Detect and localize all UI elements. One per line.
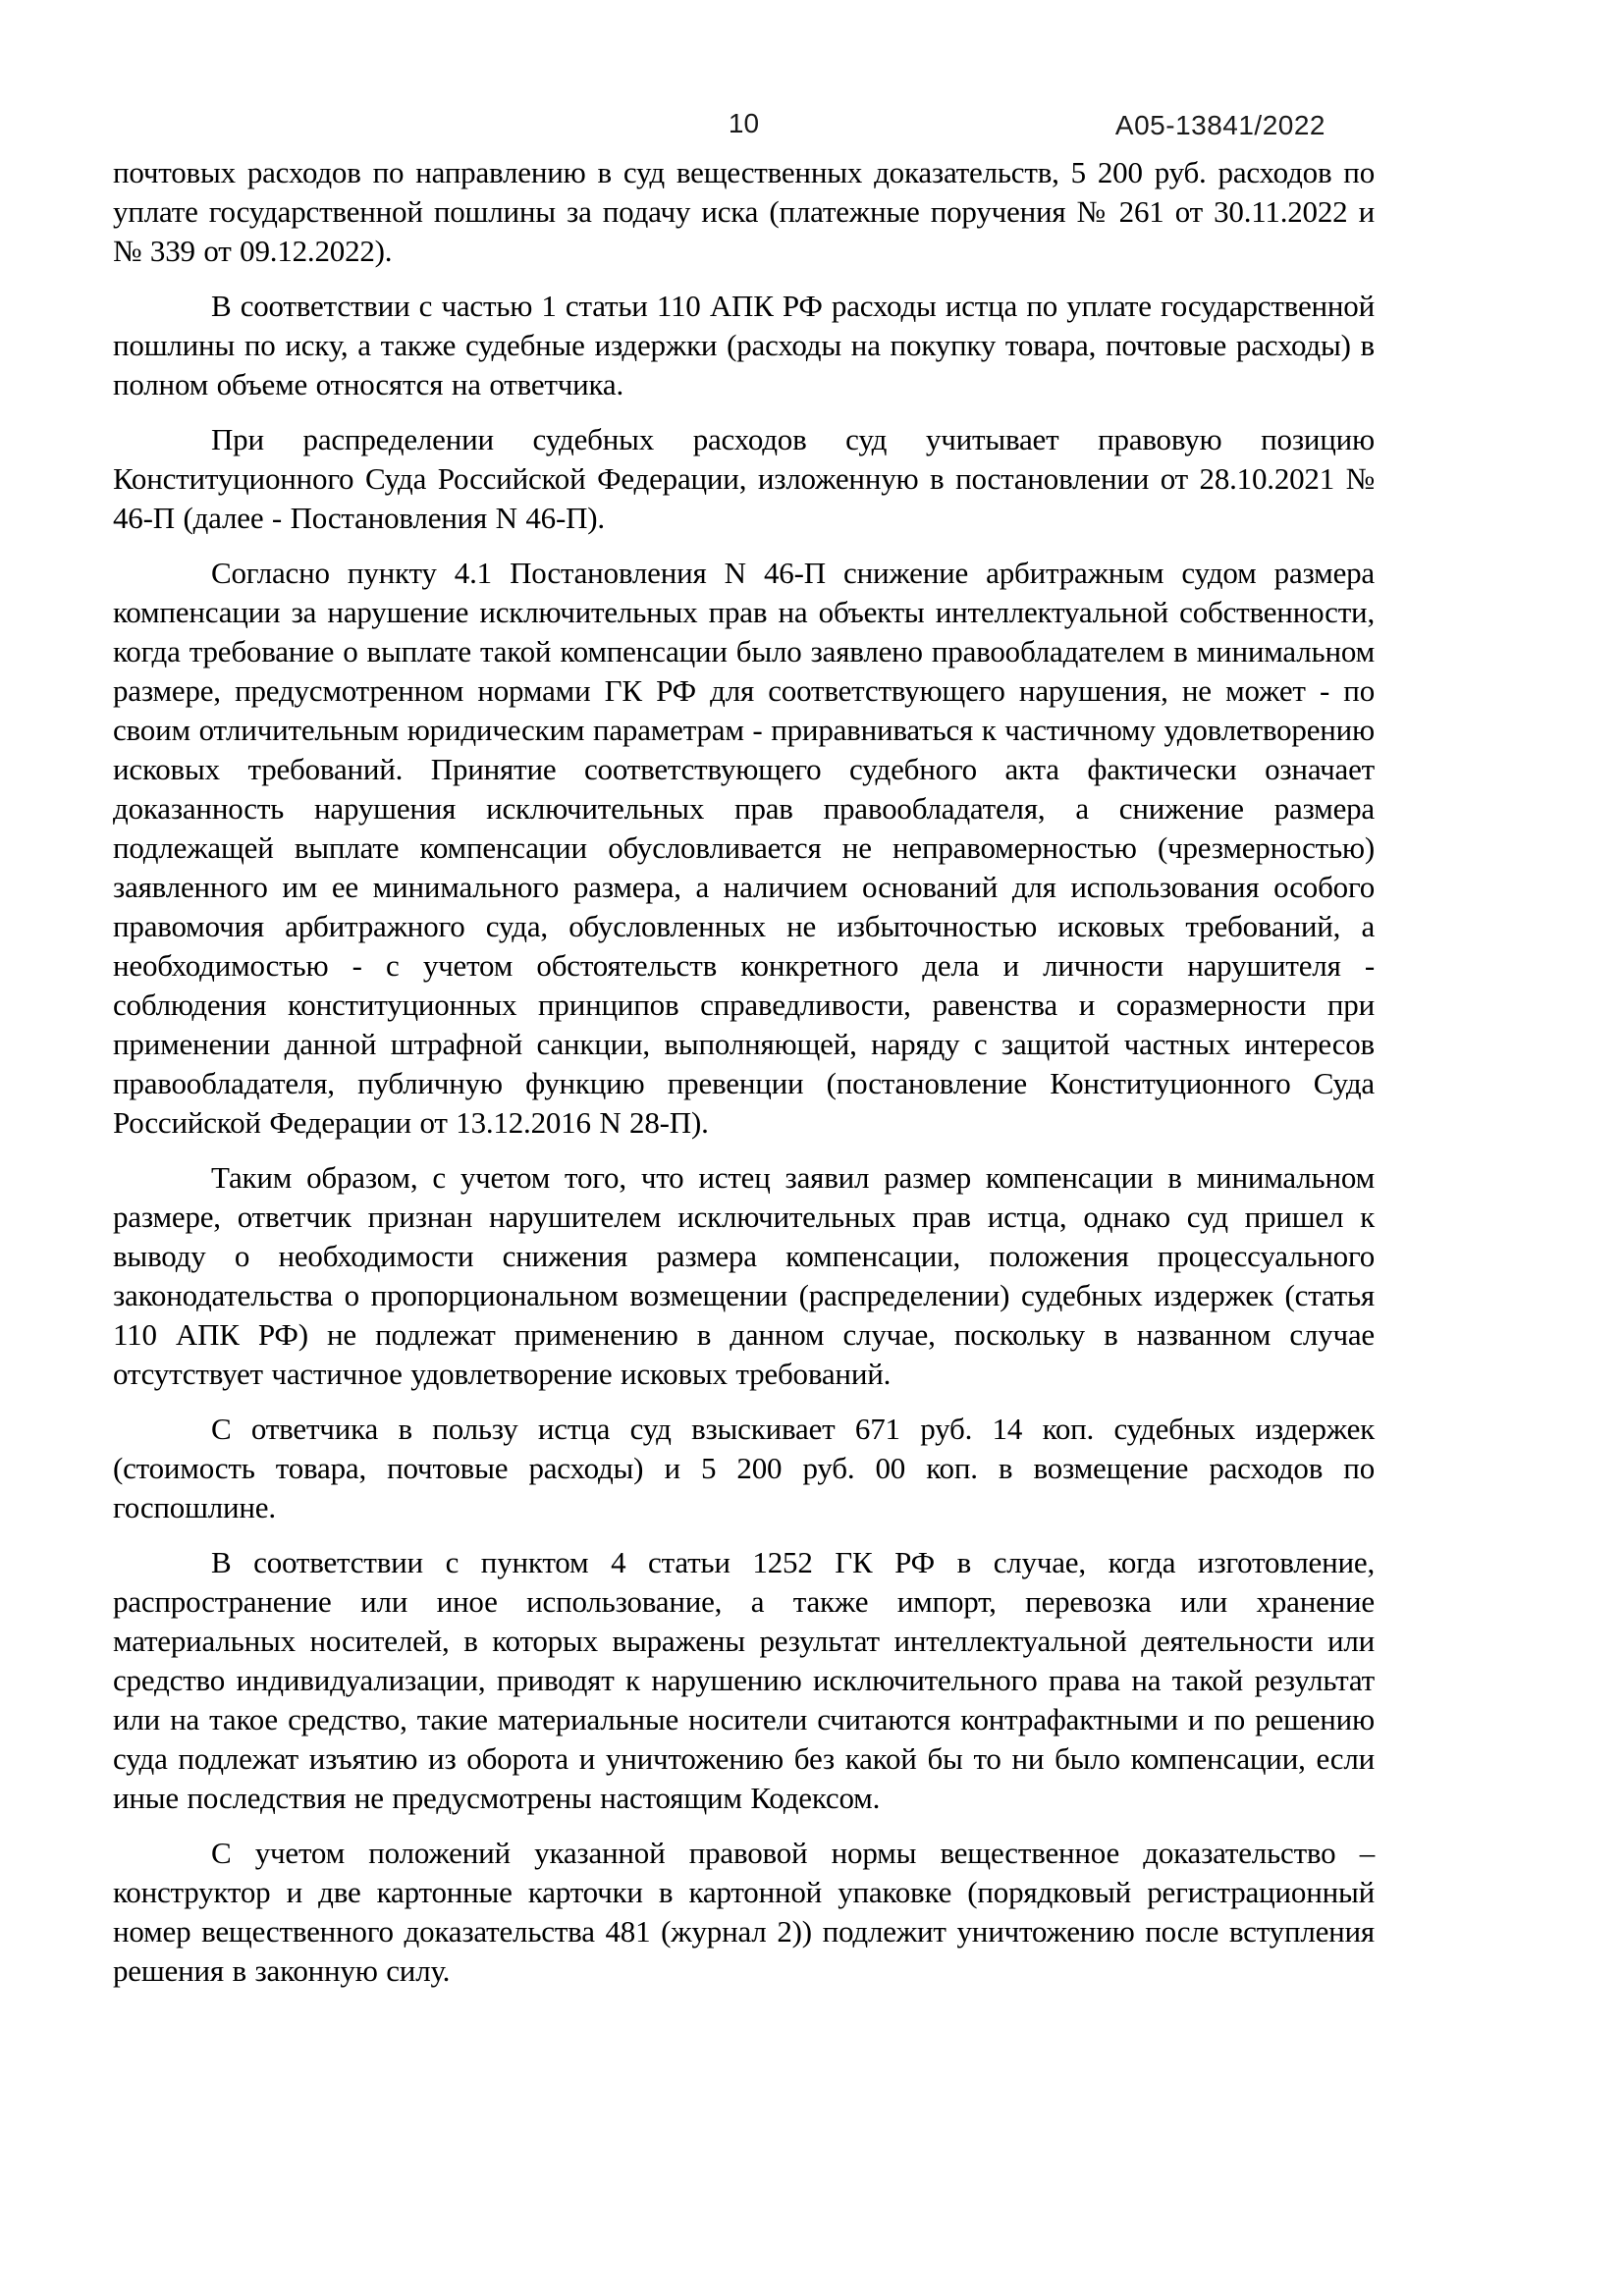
paragraph-2: В соответствии с частью 1 статьи 110 АПК РФ расходы истца по уплате государственной пошлины по иску, а также судебные издержки (расходы на покупку товара, почтовые расходы) в полном объеме относятся на ответчика. bbox=[113, 289, 1375, 401]
page-number: 10 bbox=[728, 108, 760, 138]
paragraph-3: При распределении судебных расходов суд учитывает правовую позицию Конституционного Суда Российской Федерации, изложенную в постановлении от 28.10.2021 № 46-П (далее - Постановления N 46-П). bbox=[113, 422, 1375, 535]
page-header bbox=[113, 106, 1375, 141]
case-number: А05-13841/2022 bbox=[1114, 110, 1325, 140]
document-body bbox=[113, 153, 1375, 2006]
paragraph-1: почтовых расходов по направлению в суд вещественных доказательств, 5 200 руб. расходов по уплате государственной пошлины за подачу иска (платежные поручения № 261 от 30.11.2022 и № 339 от 09.12.2022). bbox=[113, 155, 1375, 268]
paragraph-6: С ответчика в пользу истца суд взыскивает 671 руб. 14 коп. судебных издержек (стоимость товара, почтовые расходы) и 5 200 руб. 00 коп. в возмещение расходов по госпошлине. bbox=[113, 1412, 1375, 1524]
paragraph-7: В соответствии с пунктом 4 статьи 1252 ГК РФ в случае, когда изготовление, распространение или иное использование, а также импорт, перевозка или хранение материальных носителей, в которых выражены результат интеллектуальной деятельности или средство индивидуализации, приводят к нарушению исключительного права на такой результат или на такое средство, такие материальные носители считаются контрафактными и по решению суда подлежат изъятию из оборота и уничтожению без какой бы то ни было компенсации, если иные последствия не предусмотрены настоящим Кодексом. bbox=[113, 1545, 1375, 1815]
paragraph-8: С учетом положений указанной правовой нормы вещественное доказательство – конструктор и две картонные карточки в картонной упаковке (порядковый регистрационный номер вещественного доказательства 481 (журнал 2)) подлежит уничтожению после вступления решения в законную силу. bbox=[113, 1836, 1375, 1988]
paragraph-4: Согласно пункту 4.1 Постановления N 46-П снижение арбитражным судом размера компенсации за нарушение исключительных прав на объекты интеллектуальной собственности, когда требование о выплате такой компенсации было заявлено правообладателем в минимальном размере, предусмотренном нормами ГК РФ для соответствующего нарушения, не может - по своим отличительным юридическим параметрам - приравниваться к частичному удовлетворению исковых требований. Принятие соответствующего судебного акта фактически означает доказанность нарушения исключительных прав правообладателя, а снижение размера подлежащей выплате компенсации обусловливается не неправомерностью (чрезмерностью) заявленного им ее минимального размера, а наличием оснований для использования особого правомочия арбитражного суда, обусловленных не избыточностью исковых требований, а необходимостью - с учетом обстоятельств конкретного дела и личности нарушителя - соблюдения конституционных принципов справедливости, равенства и соразмерности при применении данной штрафной санкции, выполняющей, наряду с защитой частных интересов правообладателя, публичную функцию превенции (постановление Конституционного Суда Российской Федерации от 13.12.2016 N 28-П). bbox=[113, 556, 1375, 1140]
paragraph-5: Таким образом, с учетом того, что истец заявил размер компенсации в минимальном размере, ответчик признан нарушителем исключительных прав истца, однако суд пришел к выводу о необходимости снижения размера компенсации, положения процессуального законодательства о пропорциональном возмещении (распределении) судебных издержек (статья 110 АПК РФ) не подлежат применению в данном случае, поскольку в названном случае отсутствует частичное удовлетворение исковых требований. bbox=[113, 1160, 1375, 1391]
